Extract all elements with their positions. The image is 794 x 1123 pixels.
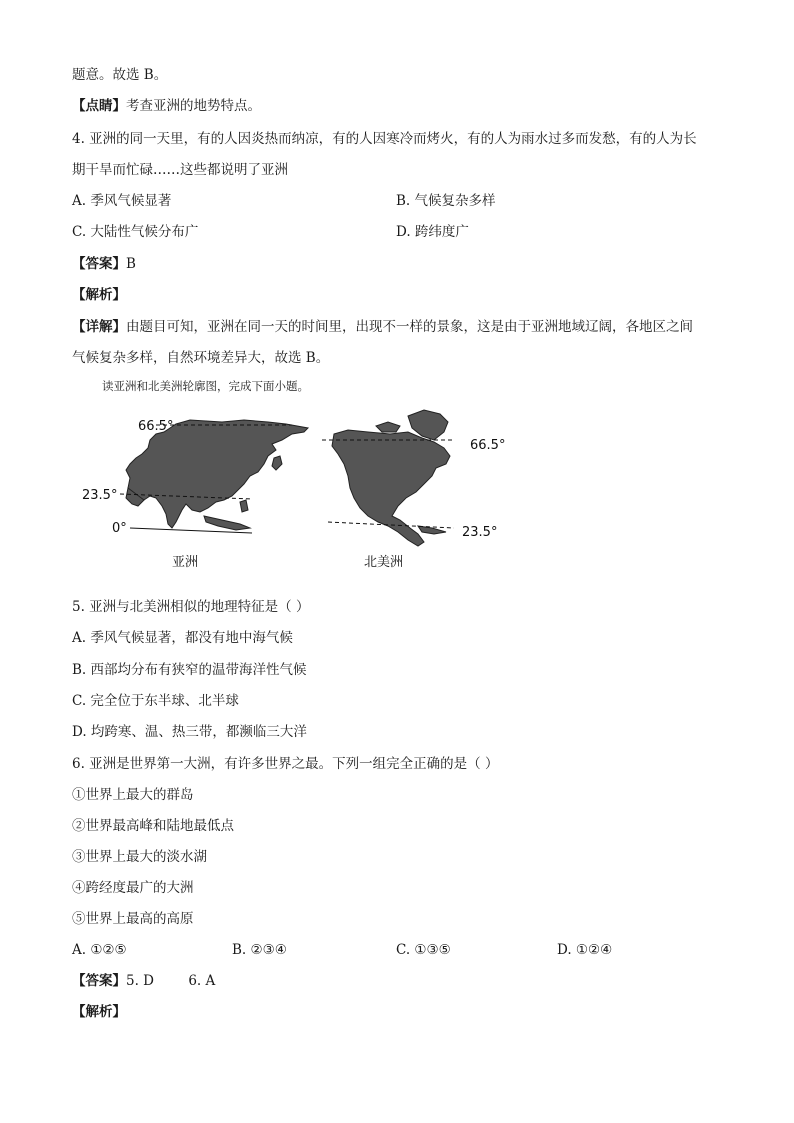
q4-option-d: D. 跨纬度广 (396, 224, 469, 240)
q6-item-4: ④跨经度最广的大洲 (72, 880, 194, 896)
north-america-outline (332, 410, 450, 546)
q6-option-b: B. ②③④ (232, 942, 287, 958)
q56-analysis-label: 【解析】 (72, 1004, 126, 1020)
q6-option-a: A. ①②⑤ (72, 942, 127, 958)
q4-detail-line2: 气候复杂多样，自然环境差异大，故选 B。 (72, 350, 330, 366)
na-lat-235-label: 23.5° (462, 525, 498, 540)
asia-lat-235-label: 23.5° (82, 488, 118, 503)
q4-analysis-tag (72, 286, 126, 304)
q4-answer-tag: 【答案】 (72, 256, 126, 272)
q4-detail-tag: 【详解】 (72, 319, 126, 335)
q4-option-b: B. 气候复杂多样 (396, 193, 496, 209)
q56-answer-value: 5. D 6. A (126, 973, 216, 989)
philippines (240, 500, 248, 512)
continent-map-figure (72, 398, 512, 578)
q6-item-5: ⑤世界上最高的高原 (72, 911, 194, 927)
q4-analysis-label: 【解析】 (72, 287, 126, 303)
prev-answer-line: 题意。故选 B。 (72, 67, 168, 83)
q6-option-c: C. ①③⑤ (396, 942, 451, 958)
q5-option-c: C. 完全位于东半球、北半球 (72, 693, 239, 709)
q4-stem-line1: 4. 亚洲的同一天里，有的人因炎热而纳凉，有的人因寒冷而烤火，有的人为雨水过多而发愁，有的人为长 (72, 131, 697, 147)
asia-landmass (126, 420, 308, 528)
q56-answer-tag: 【答案】 (72, 973, 126, 989)
asia-outline (126, 420, 308, 530)
q4-detail-text1: 由题目可知，亚洲在同一天的时间里，出现不一样的景象，这是由于亚洲地域辽阔，各地区之间 (126, 319, 693, 335)
na-name-label: 北美洲 (364, 555, 404, 570)
q5-option-d: D. 均跨寒、温、热三带，都濒临三大洋 (72, 724, 307, 740)
q6-stem: 6. 亚洲是世界第一大洲，有许多世界之最。下列一组完全正确的是（ ） (72, 756, 499, 772)
dianjing-text: 考查亚洲的地势特点。 (126, 98, 261, 114)
asia-lat-0-label: 0° (112, 521, 127, 536)
q6-item-3: ③世界上最大的淡水湖 (72, 849, 207, 865)
q6-item-1: ①世界上最大的群岛 (72, 787, 194, 803)
q4-answer-value: B (126, 256, 136, 272)
japan (272, 456, 282, 470)
q5-option-b: B. 西部均分布有狭窄的温带海洋性气候 (72, 662, 307, 678)
dianjing-line (72, 97, 261, 115)
q4-option-c: C. 大陆性气候分布广 (72, 224, 199, 240)
q56-analysis-tag (72, 1003, 126, 1021)
na-lat-665-label: 66.5° (470, 438, 506, 453)
q4-stem-line2: 期干旱而忙碌……这些都说明了亚洲 (72, 162, 288, 178)
q4-detail-line1 (72, 318, 693, 336)
q5-stem: 5. 亚洲与北美洲相似的地理特征是（ ） (72, 599, 310, 615)
q4-option-a: A. 季风气候显著 (72, 193, 172, 209)
indonesia (204, 516, 250, 530)
q56-answer-line (72, 972, 215, 990)
q6-option-d: D. ①②④ (557, 942, 613, 958)
figure-caption: 读亚洲和北美洲轮廓图，完成下面小题。 (102, 379, 309, 393)
asia-name-label: 亚洲 (172, 555, 199, 570)
dianjing-tag: 【点睛】 (72, 98, 126, 114)
asia-lat-665-label: 66.5° (138, 419, 174, 434)
arctic-islands (376, 422, 400, 432)
q4-answer-line (72, 255, 136, 273)
q5-option-a: A. 季风气候显著，都没有地中海气候 (72, 630, 293, 646)
q6-item-2: ②世界最高峰和陆地最低点 (72, 818, 234, 834)
